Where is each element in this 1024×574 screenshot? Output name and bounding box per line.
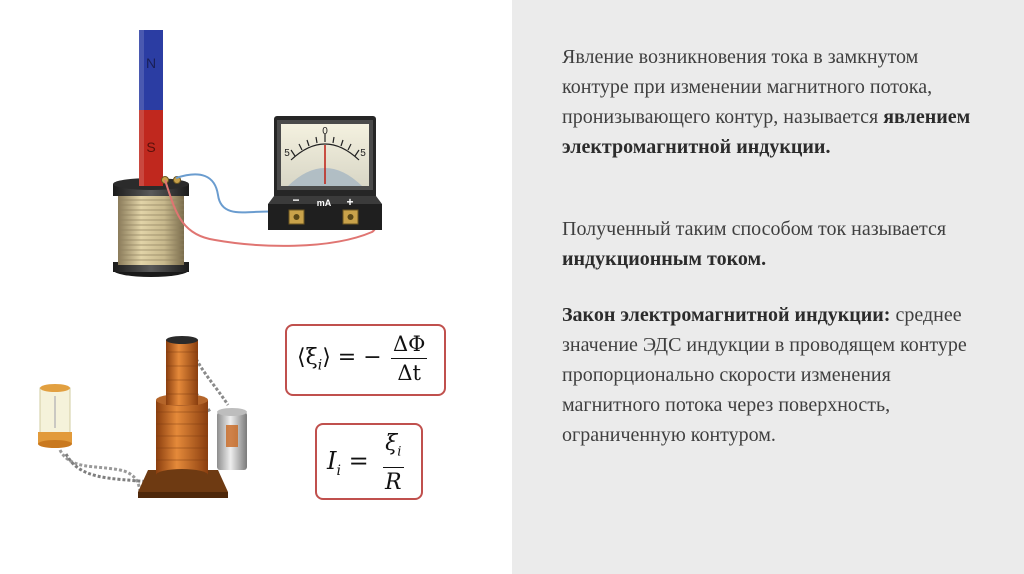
meter-minus-label: −: [292, 193, 300, 207]
emf-formula-box: [285, 324, 446, 396]
induced-current-paragraph: [562, 214, 982, 274]
meter-unit-label: mA: [316, 198, 332, 208]
current-formula-box: [315, 423, 423, 500]
current-formula-fraction: [383, 429, 404, 498]
definition-paragraph: [562, 42, 982, 162]
induced-current-end: .: [761, 248, 767, 270]
meter-plus-label: +: [346, 195, 354, 209]
emf-formula-denominator: Δt: [391, 358, 427, 387]
emf-formula-numerator: ΔΦ: [393, 332, 426, 356]
emf-formula-fraction: [391, 330, 427, 387]
definition-text: Явление возникновения тока в замкнутом контуре при изменении магнитного потока, пронизывающего контур, называется: [562, 46, 933, 128]
milliammeter: [268, 116, 382, 230]
induction-coil-apparatus: [38, 336, 247, 498]
magnet-south-label: S: [146, 139, 156, 155]
coil-with-magnet: [113, 30, 189, 277]
emf-formula-left: $⟨\xi_i⟩$ = −: [297, 345, 382, 374]
magnet-north-label: N: [145, 55, 157, 71]
meter-left-scale-label: 5: [284, 148, 290, 159]
law-title: Закон электромагнитной индукции:: [562, 304, 891, 326]
meter-zero-label: 0: [322, 126, 328, 137]
current-formula-denominator: R: [383, 467, 404, 498]
induced-current-text: Полученный таким способом ток называется: [562, 218, 947, 240]
law-text: среднее значение ЭДС индукции в проводящем контуре пропорционально скорости изменения магнитного потока через поверхность, ограниченную контуром.: [562, 304, 967, 446]
meter-right-scale-label: 5: [360, 148, 366, 159]
definition-end: .: [825, 136, 831, 158]
definition-term: явлением электромагнитной индукции: [562, 106, 971, 158]
law-paragraph: [562, 300, 982, 450]
current-formula-numerator: $\xi_i$: [385, 431, 402, 460]
current-formula-left: $I_i$ =: [327, 447, 369, 479]
induced-current-term: индукционным током: [562, 248, 762, 270]
